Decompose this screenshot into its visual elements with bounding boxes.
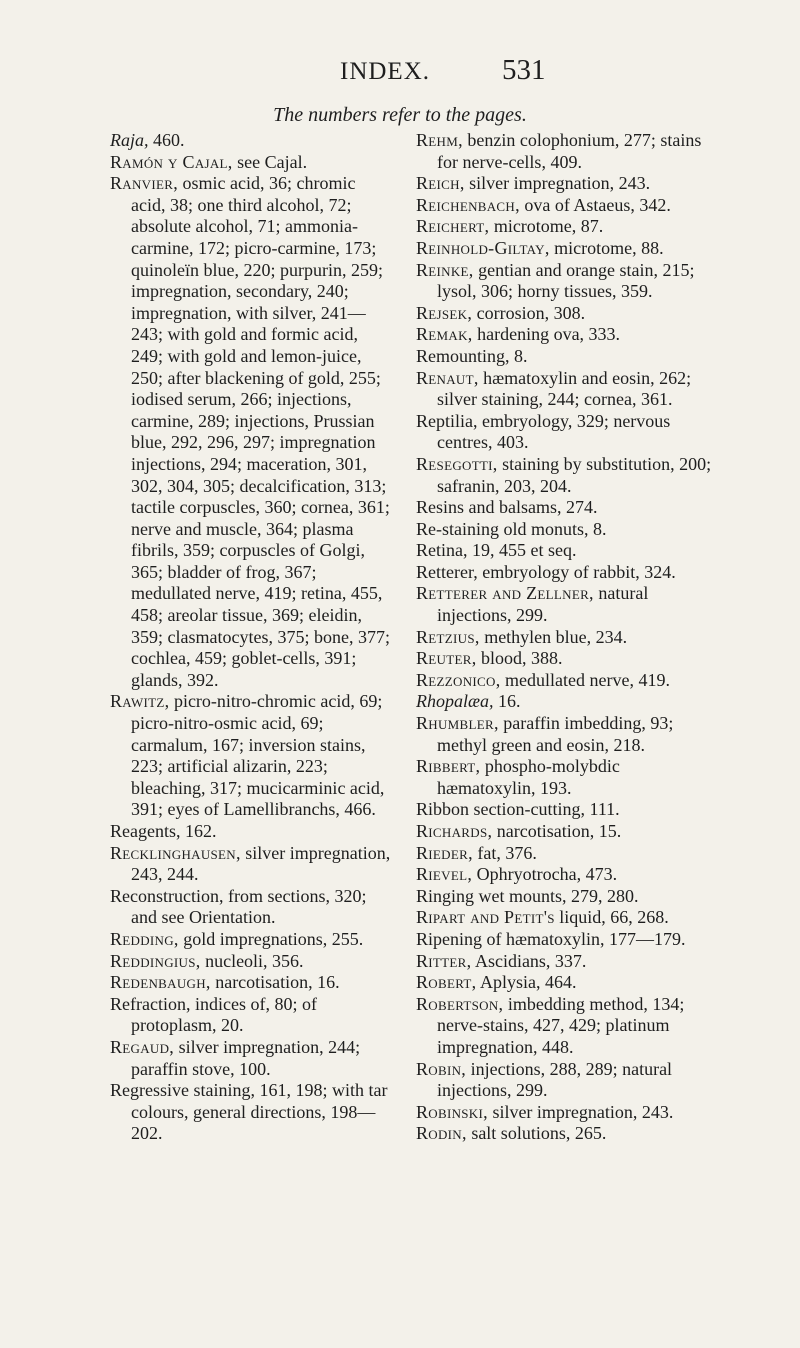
index-entry: [416, 951, 720, 973]
index-references: Ophryotrocha, 473.: [472, 864, 618, 885]
index-entry: [416, 562, 720, 584]
index-entry: [110, 1080, 394, 1145]
index-references: hardening ova, 333.: [472, 324, 621, 345]
index-entry: [416, 540, 720, 562]
index-references: fat, 376.: [472, 842, 537, 863]
index-entry: [416, 821, 720, 843]
index-term: Rodin,: [416, 1123, 467, 1144]
index-references: blood, 388.: [476, 648, 563, 669]
index-references: ova of Astaeus, 342.: [519, 194, 671, 215]
index-term: Ribbon section-cutting,: [416, 799, 585, 820]
index-entry: [416, 497, 720, 519]
index-entry: [110, 929, 394, 951]
index-entry: [416, 238, 720, 260]
index-term: Raja,: [110, 130, 149, 150]
index-column-right: [416, 130, 720, 1145]
index-entry: [416, 346, 720, 368]
index-term: Richards,: [416, 821, 493, 841]
index-entry: [416, 173, 720, 195]
index-references: staining by substitution, 200; safranin, 203, 204.: [437, 453, 712, 496]
index-term: Ringing wet mounts,: [416, 885, 567, 906]
index-entry: [110, 951, 394, 973]
index-term: Robinski,: [416, 1101, 488, 1122]
index-references: nucleoli, 356.: [200, 950, 304, 971]
index-entry: [416, 195, 720, 217]
index-term: Ritter,: [416, 950, 472, 971]
index-entry: [416, 670, 720, 692]
index-references: paraffin imbedding, 93; methyl green and eosin, 218.: [437, 713, 674, 755]
index-term: Reinke,: [416, 259, 474, 280]
index-entry: [416, 519, 720, 541]
index-entry: [416, 864, 720, 886]
index-references: 177—179.: [604, 928, 686, 949]
index-references: 279, 280.: [566, 885, 639, 906]
index-references: methylen blue, 234.: [479, 626, 628, 647]
index-term: Robertson,: [416, 993, 504, 1014]
page-subtitle: The numbers refer to the pages.: [273, 104, 527, 126]
index-references: 111.: [584, 799, 620, 820]
index-entry: [416, 691, 720, 713]
index-references: narcotisation, 15.: [492, 821, 622, 841]
index-entry: [416, 907, 720, 929]
index-entry: [416, 799, 720, 821]
index-entry: [416, 994, 720, 1059]
index-entry: [110, 994, 394, 1037]
index-references: narcotisation, 16.: [210, 972, 340, 993]
index-term: Ripart and Petit's: [416, 907, 555, 928]
index-entry: [110, 173, 394, 691]
index-entry: [416, 324, 720, 346]
index-entry: [416, 886, 720, 908]
running-head: [0, 54, 800, 98]
index-term: Retterer,: [416, 561, 478, 582]
index-entry: [416, 1102, 720, 1124]
index-term: Reuter,: [416, 648, 477, 669]
index-entry: [416, 648, 720, 670]
index-term: Reich,: [416, 173, 465, 194]
index-references: benzin colophonium, 277; stains for nerve-cells, 409.: [437, 130, 702, 172]
index-term: Retzius,: [416, 626, 480, 647]
index-term: Reagents,: [110, 821, 181, 841]
index-entry: [110, 821, 394, 843]
index-references: phospho-molybdic hæmatoxylin, 193.: [437, 756, 620, 798]
index-references: from sections, 320; and see Orientation.: [131, 885, 367, 928]
index-references: hæmatoxylin and eosin, 262; silver staining, 244; cornea, 361.: [437, 367, 692, 410]
index-references: 19, 455 et seq.: [467, 540, 577, 561]
index-references: imbedding method, 134; nerve-stains, 427, 429; platinum impregnation, 448.: [437, 993, 685, 1057]
index-term: Rieder,: [416, 842, 473, 863]
index-entry: [110, 972, 394, 994]
index-references: osmic acid, 36; chromic acid, 38; one third alcohol, 72; absolute alcohol, 71; ammonia-carmine, 172; picro-carmine, 173; quinoleïn blue, 220; purpurin, 259; impregnation, secondary, 240; impregnation, with silver, 241—243; with gold and formic acid, 249; with gold and lemon-juice, 250; after blackening of gold, 255; iodised serum, 266; injections, carmine, 289; injections, Prussian blue, 292, 296, 297; impregnation injections, 294; maceration, 301, 302, 304, 305; decalcification, 313; tactile corpuscles, 360; cornea, 361; nerve and muscle, 364; plasma fibrils, 359; corpuscles of Golgi, 365; bladder of frog, 367; medullated nerve, 419; retina, 455, 458; areolar tissue, 369; eleidin, 359; clasmatocytes, 375; bone, 377; cochlea, 459; goblet-cells, 391; glands, 392.: [131, 173, 390, 690]
index-references: Ascidians, 337.: [471, 950, 587, 971]
index-entry: [110, 130, 394, 152]
index-term: Remounting,: [416, 345, 510, 366]
index-references: see Cajal.: [232, 151, 308, 172]
index-term: Remak,: [416, 324, 473, 345]
index-entry: [110, 691, 394, 821]
index-entry: [416, 260, 720, 303]
index-entry: [416, 454, 720, 497]
index-references: 16.: [493, 691, 521, 712]
index-references: liquid, 66, 268.: [554, 907, 669, 928]
index-references: 162.: [180, 821, 217, 841]
index-entry: [110, 1037, 394, 1080]
index-entry: [416, 843, 720, 865]
index-references: injections, 288, 289; natural injections, 299.: [437, 1058, 673, 1101]
index-term: Rievel,: [416, 864, 473, 885]
index-references: 274.: [561, 497, 598, 518]
index-references: gentian and orange stain, 215; lysol, 306; horny tissues, 359.: [437, 259, 695, 302]
index-term: Redding,: [110, 928, 179, 949]
index-term: Resins and balsams,: [416, 497, 562, 518]
index-term: Regressive staining,: [110, 1080, 255, 1101]
index-term: Redenbaugh,: [110, 972, 211, 993]
index-entry: [416, 216, 720, 238]
index-term: Ripening of hæmatoxylin,: [416, 928, 605, 949]
index-term: Ranvier,: [110, 173, 179, 194]
index-references: microtome, 88.: [549, 237, 664, 258]
index-term: Reconstruction,: [110, 885, 224, 906]
index-term: Rehm,: [416, 130, 463, 150]
index-term: Rawitz,: [110, 691, 170, 712]
index-entry: [416, 130, 720, 173]
index-term: Refraction,: [110, 993, 191, 1014]
index-references: microtome, 87.: [489, 216, 604, 237]
index-term: Retina,: [416, 540, 468, 561]
index-term: Renaut,: [416, 367, 479, 388]
index-term: Robert,: [416, 972, 477, 993]
index-term: Re-staining old monuts,: [416, 518, 589, 539]
index-entry: [416, 411, 720, 454]
page-number: 531: [502, 54, 546, 86]
index-term: Robin,: [416, 1058, 467, 1079]
index-entry: [416, 583, 720, 626]
index-references: gold impregnations, 255.: [178, 928, 364, 949]
index-entry: [110, 152, 394, 174]
index-references: picro-nitro-chromic acid, 69; picro-nitro-osmic acid, 69; carmalum, 167; inversion stains, 223; artificial alizarin, 223; bleaching, 317; mucicarminic acid, 391; eyes of Lamellibranchs, 466.: [131, 691, 385, 820]
index-term: Rejsek,: [416, 302, 473, 323]
index-term: Reichert,: [416, 216, 490, 237]
index-term: Ribbert,: [416, 756, 481, 777]
index-term: Reichenbach,: [416, 194, 520, 215]
index-term: Retterer and Zellner,: [416, 583, 594, 604]
page-title: INDEX.: [340, 58, 431, 85]
index-references: 460.: [148, 130, 185, 150]
index-references: silver impregnation, 243.: [464, 173, 651, 194]
index-term: Recklinghausen,: [110, 842, 241, 863]
index-term: Rezzonico,: [416, 669, 501, 690]
index-term: Resegotti,: [416, 453, 498, 474]
index-column-left: [110, 130, 394, 1145]
index-entry: [416, 368, 720, 411]
index-references: silver impregnation, 244; paraffin stove, 100.: [131, 1036, 361, 1079]
index-term: Reddingius,: [110, 950, 201, 971]
index-entry: [416, 627, 720, 649]
index-term: Regaud,: [110, 1036, 175, 1057]
index-entry: [416, 303, 720, 325]
index-entry: [416, 756, 720, 799]
index-references: embryology, 329; nervous centres, 403.: [437, 410, 671, 453]
index-references: Aplysia, 464.: [476, 972, 577, 993]
index-term: Rhumbler,: [416, 713, 499, 734]
index-entry: [416, 972, 720, 994]
index-entry: [416, 929, 720, 951]
index-entry: [416, 713, 720, 756]
index-entry: [110, 843, 394, 886]
index-references: embryology of rabbit, 324.: [477, 561, 676, 582]
index-term: Reinhold-Giltay,: [416, 237, 550, 258]
index-references: natural injections, 299.: [437, 583, 649, 626]
index-references: 8.: [509, 345, 528, 366]
index-references: indices of, 80; of protoplasm, 20.: [131, 993, 317, 1036]
index-references: silver impregnation, 243.: [487, 1101, 674, 1122]
index-references: medullated nerve, 419.: [500, 669, 670, 690]
index-references: 8.: [588, 518, 607, 539]
index-term: Ramón y Cajal,: [110, 151, 233, 172]
index-references: salt solutions, 265.: [466, 1123, 607, 1144]
index-entry: [416, 1059, 720, 1102]
index-references: corrosion, 308.: [472, 302, 586, 323]
index-references: silver impregnation, 243, 244.: [131, 842, 391, 885]
index-entry: [110, 886, 394, 929]
index-references: 161, 198; with tar colours, general directions, 198—202.: [131, 1080, 388, 1144]
index-term: Reptilia,: [416, 410, 478, 431]
index-entry: [416, 1123, 720, 1145]
index-term: Rhopalæa,: [416, 691, 494, 712]
